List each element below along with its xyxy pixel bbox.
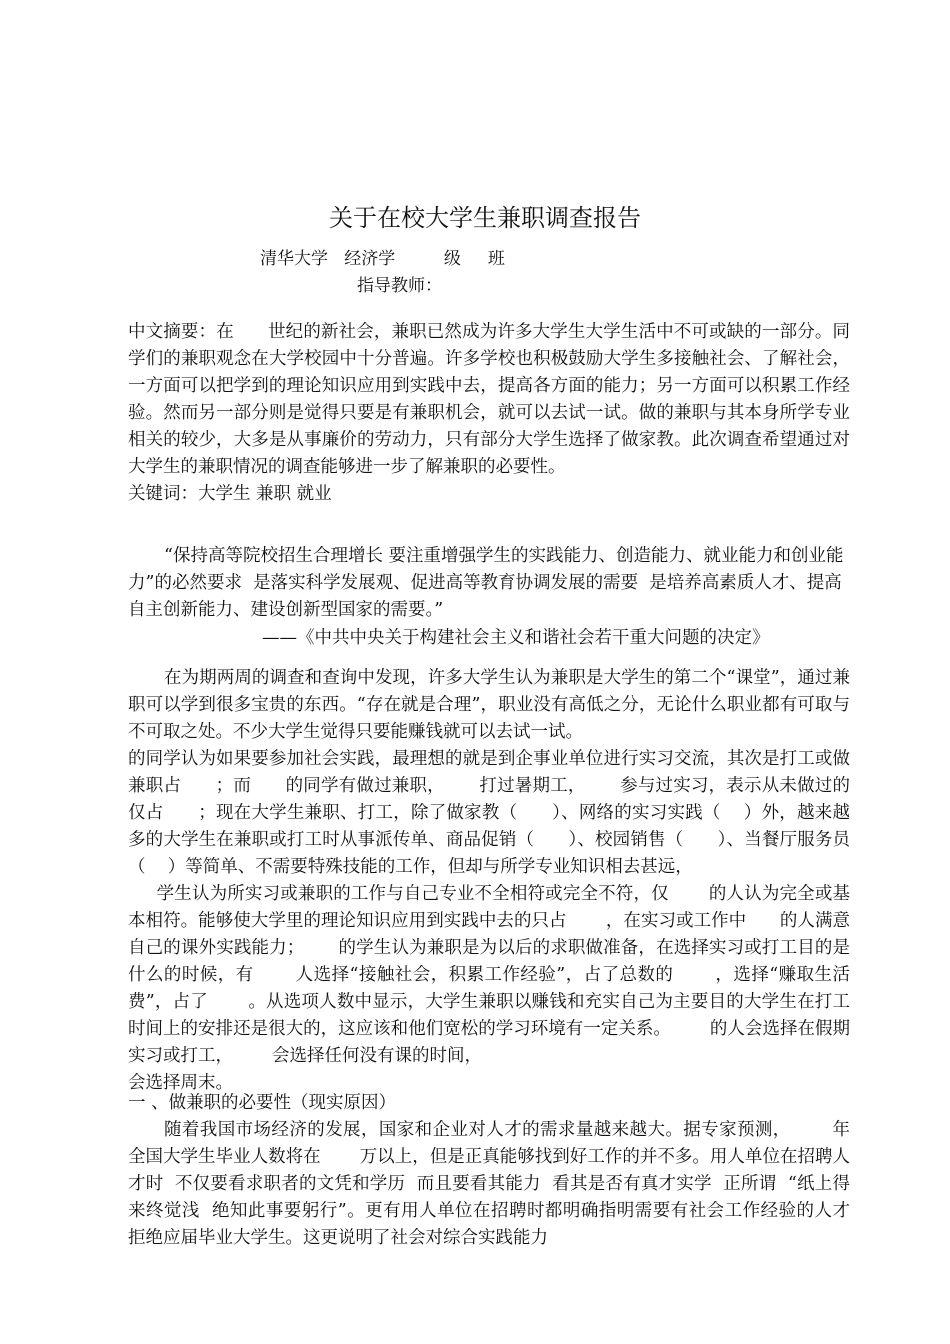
section-1: [128, 1090, 862, 1252]
survey-findings-block: [128, 665, 850, 1097]
section-paragraph: 随着我国市场经济的发展，国家和企业对人才的需求量越来越大。据专家预测， 年全国大学生毕业人数将在 万以上，但是正真能够找到好工作的并不多。用人单位在招聘人才时 不仅要看求职者的文凭和学历 而且要看其能力 看其是否有真才实学 正所谓 “纸上得来终觉浅 绝知此事要躬行”。更有用人单位在招聘时都明确指明需要有社会工作经验的人才 拒绝应届毕业大学生。这更说明了社会对综合实践能力: [128, 1120, 862, 1248]
advisor-line: 指导教师：: [357, 276, 442, 296]
report-title: 关于在校大学生兼职调查报告: [329, 204, 641, 232]
quote-source: ——《中共中央关于构建社会主义和谐社会若干重大问题的决定》: [262, 628, 770, 648]
findings-paragraph: 的同学认为如果要参加社会实践，最理想的就是到企事业单位进行实习交流，其次是打工或做兼职占 ；而 的同学有做过兼职， 打过暑期工， 参与过实习，表示从未做过的仅占 ；现在大学生兼职、打工，除了做家教（ ）、网络的实习实践（ ）外，越来越多的大学生在兼职或打工时从事派传单、商品促销（ ）、校园销售（ ）、当餐厅服务员（ ）等简单、不需要特殊技能的工作，但却与所学专业知识相去甚远，: [128, 749, 851, 877]
abstract-paragraph: 中文摘要：在 世纪的新社会，兼职已然成为许多大学生大学生活中不可或缺的一部分。同学们的兼职观念在大学校园中十分普遍。许多学校也积极鼓励大学生多接触社会、了解社会，一方面可以把学到的理论知识应用到实践中去，提高各方面的能力；另一方面可以积累工作经验。然而另一部分则是觉得只要是有兼职机会，就可以去试一试。做的兼职与其本身所学专业相关的较少，大多是从事廉价的劳动力，只有部分大学生选择了做家教。此次调查希望通过对大学生的兼职情况的调查能够进一步了解兼职的必要性。: [128, 322, 850, 477]
section-heading: 一 、做兼职的必要性（现实原因）: [128, 1093, 397, 1113]
abstract-block: [128, 319, 850, 508]
quote-block: [128, 543, 850, 624]
keywords-line: 关键词：大学生 兼职 就业: [128, 484, 332, 504]
findings-paragraph: 在为期两周的调查和查询中发现，许多大学生认为兼职是大学生的第二个“课堂”，通过兼职可以学到很多宝贵的东西。“存在就是合理”，职业没有高低之分，无论什么职业都有可取与不可取之处。不少大学生觉得只要能赚钱就可以去试一试。: [128, 668, 850, 742]
author-line: 清华大学 经济学 级 班: [260, 249, 505, 269]
findings-paragraph: 会选择周末。: [128, 1073, 233, 1093]
quote-text: “保持高等院校招生合理增长 要注重增强学生的实践能力、创造能力、就业能力和创业能力”的必然要求 是落实科学发展观、促进高等教育协调发展的需要 是培养高素质人才、提高自主创新能力、建设创新型国家的需要。”: [128, 546, 844, 620]
findings-paragraph: 学生认为所实习或兼职的工作与自己专业不全相符或完全不符，仅 的人认为完全或基本相符。能够使大学里的理论知识应用到实践中去的只占 ，在实习或工作中 的人满意自己的课外实践能力； 的学生认为兼职是为以后的求职做准备，在选择实习或打工目的是什么的时候，有 人选择“接触社会，积累工作经验”，占了总数的 ，选择“赚取生活费”，占了 。从选项人数中显示，大学生兼职以赚钱和充实自己为主要目的大学生在打工时间上的安排还是很大的，这应该和他们宽松的学习环境有一定关系。 的人会选择在假期实习或打工， 会选择任何没有课的时间，: [128, 884, 850, 1066]
